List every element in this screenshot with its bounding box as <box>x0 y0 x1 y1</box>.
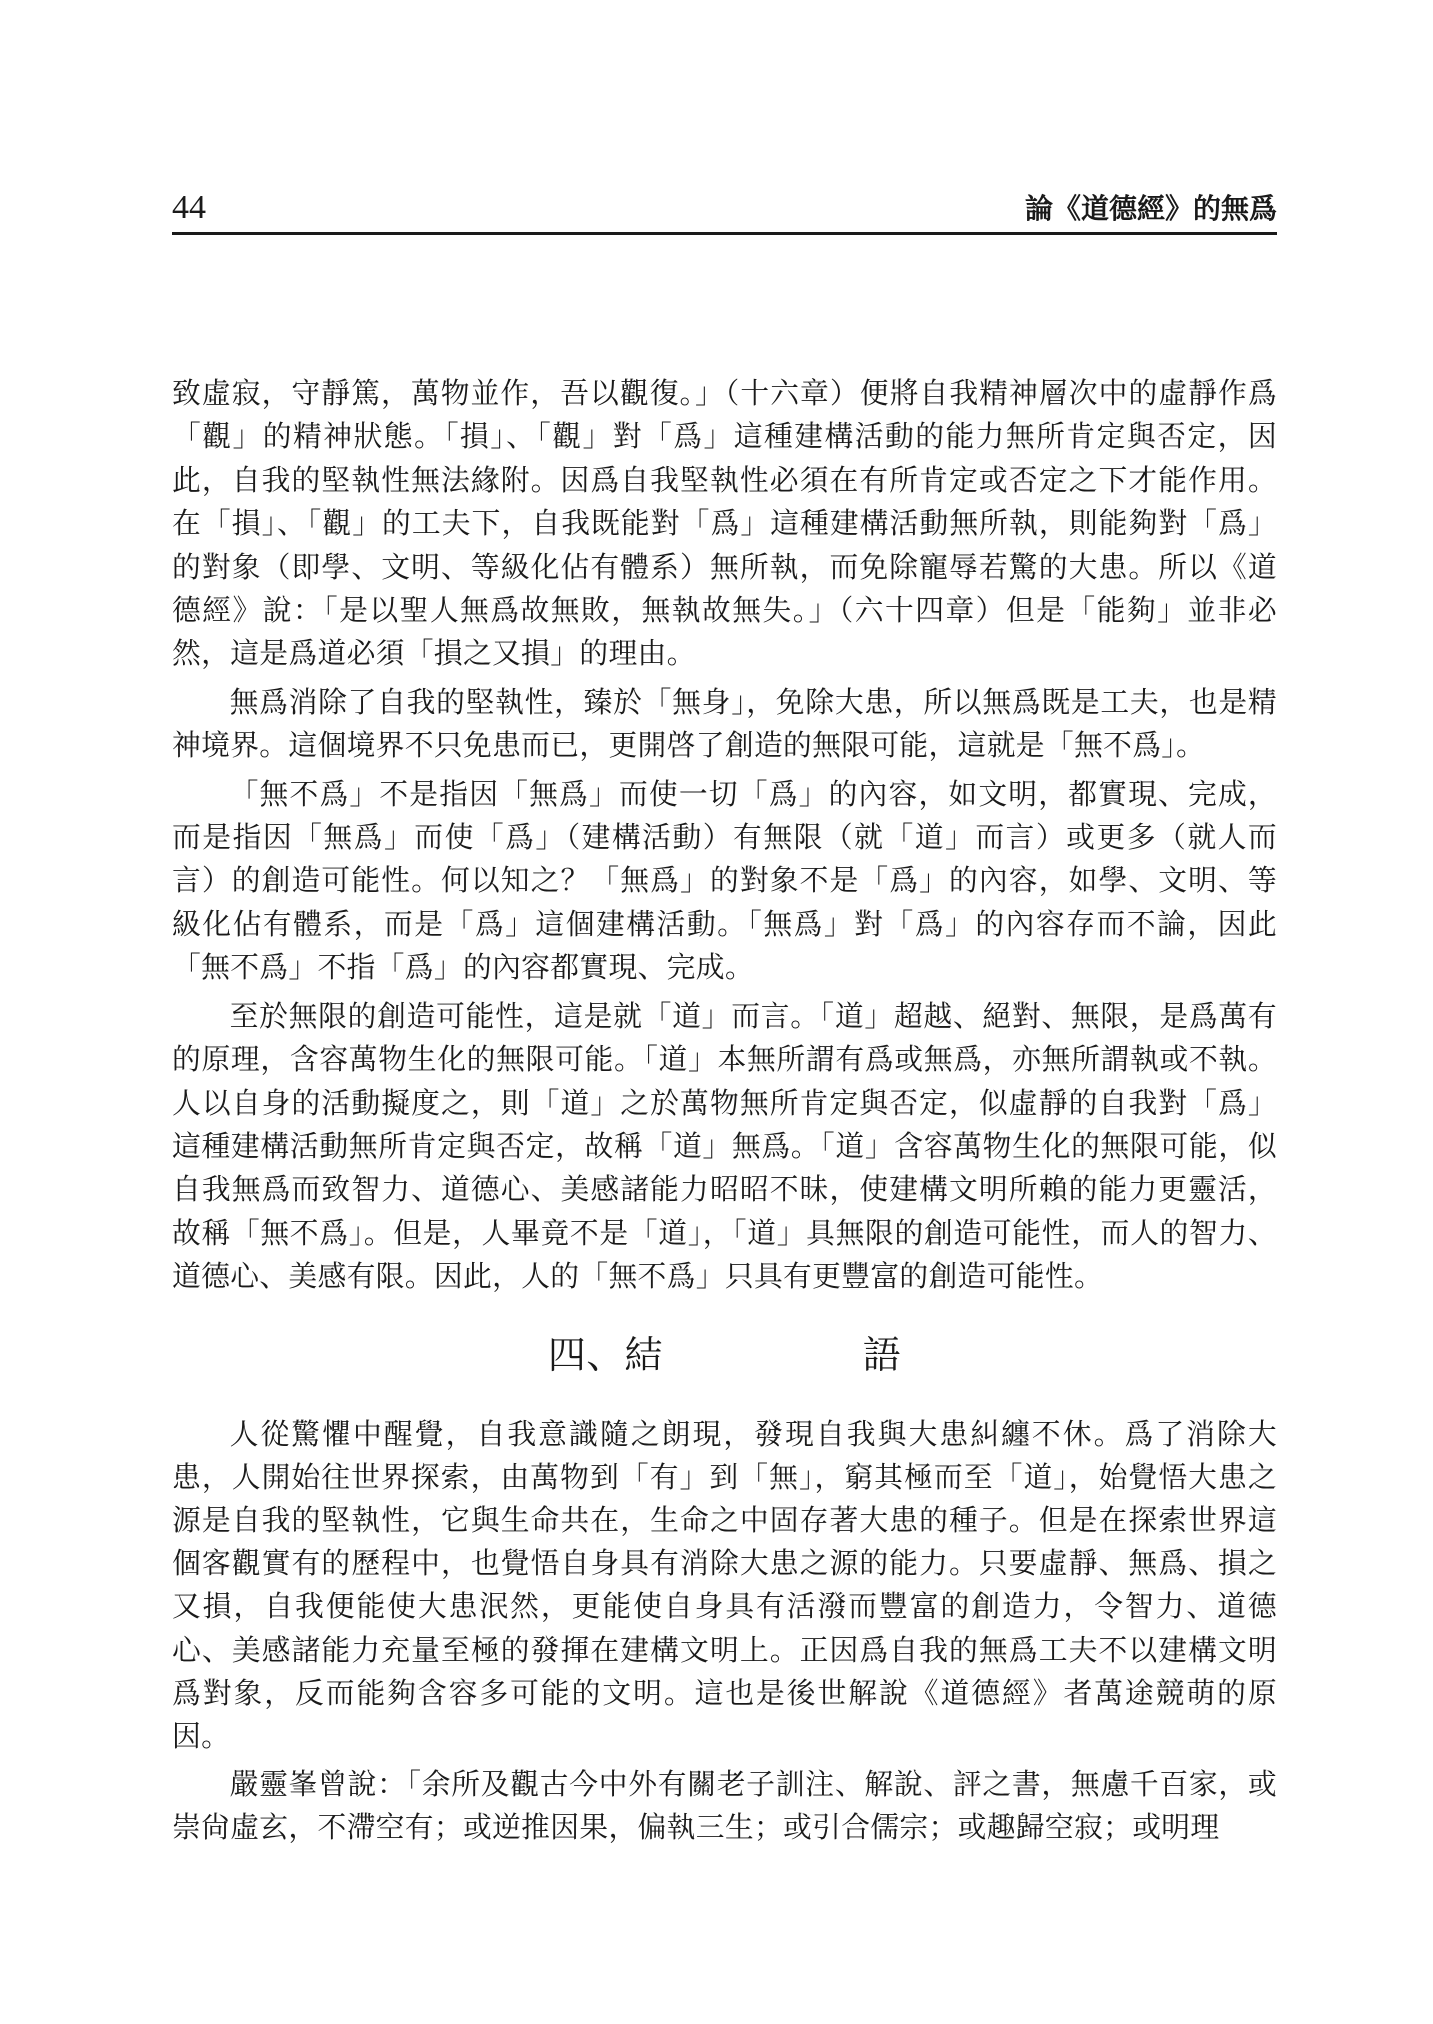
paragraph: 嚴靈峯曾說：「余所及觀古今中外有關老子訓注、解說、評之書，無慮千百家，或崇尙虛玄，不滯空有；或逆推因果，偏執三生；或引合儒宗；或趣歸空寂；或明理 <box>172 1767 1277 1845</box>
section-heading-part1: 四、結 <box>547 1332 663 1377</box>
conclusion-section <box>172 1413 1277 1850</box>
section-heading <box>172 1333 1277 1377</box>
page-header <box>172 188 1277 235</box>
paragraph-continued: 致虛寂，守靜篤，萬物並作，吾以觀復。」（十六章）便將自我精神層次中的虛靜作爲「觀」的精神狀態。「損」、「觀」對「爲」這種建構活動的能力無所肯定與否定，因此，自我的堅執性無法緣附。因爲自我堅執性必須在有所肯定或否定之下才能作用。在「損」、「觀」的工夫下，自我既能對「爲」這種建構活動無所執，則能夠對「爲」的對象（即學、文明、等級化佔有體系）無所執，而免除寵辱若驚的大患。所以《道德經》說：「是以聖人無爲故無敗，無執故無失。」（六十四章）但是「能夠」並非必然，這是爲道必須「損之又損」的理由。 <box>172 376 1277 671</box>
paragraph: 「無不爲」不是指因「無爲」而使一切「爲」的內容，如文明，都實現、完成，而是指因「無爲」而使「爲」（建構活動）有無限（就「道」而言）或更多（就人而言）的創造可能性。何以知之？「無爲」的對象不是「爲」的內容，如學、文明、等級化佔有體系，而是「爲」這個建構活動。「無爲」對「爲」的內容存而不論，因此「無不爲」不指「爲」的內容都實現、完成。 <box>172 776 1277 985</box>
paragraph: 無爲消除了自我的堅執性，臻於「無身」，免除大患，所以無爲既是工夫，也是精神境界。這個境界不只免患而已，更開啓了創造的無限可能，這就是「無不爲」。 <box>172 684 1277 763</box>
page-number: 44 <box>172 189 206 226</box>
running-title: 論《道德經》的無爲 <box>1024 192 1277 225</box>
paragraph: 至於無限的創造可能性，這是就「道」而言。「道」超越、絕對、無限，是爲萬有的原理，含容萬物生化的無限可能。「道」本無所謂有爲或無爲，亦無所謂執或不執。人以自身的活動擬度之，則「道」之於萬物無所肯定與否定，似虛靜的自我對「爲」這種建構活動無所肯定與否定，故稱「道」無爲。「道」含容萬物生化的無限可能，似自我無爲而致智力、道德心、美感諸能力昭昭不昧，使建構文明所賴的能力更靈活，故稱「無不爲」。但是，人畢竟不是「道」，「道」具無限的創造可能性，而人的智力、道德心、美感有限。因此，人的「無不爲」只具有更豐富的創造可能性。 <box>172 998 1277 1294</box>
main-text <box>172 372 1277 1855</box>
paragraph: 人從驚懼中醒覺，自我意識隨之朗現，發現自我與大患糾纏不休。爲了消除大患，人開始往世界探索，由萬物到「有」到「無」，窮其極而至「道」，始覺悟大患之源是自我的堅執性，它與生命共在，生命之中固存著大患的種子。但是在探索世界這個客觀實有的歷程中，也覺悟自身具有消除大患之源的能力。只要虛靜、無爲、損之又損，自我便能使大患泯然，更能使自身具有活潑而豐富的創造力，令智力、道德心、美感諸能力充量至極的發揮在建構文明上。正因爲自我的無爲工夫不以建構文明爲對象，反而能夠含容多可能的文明。這也是後世解說《道德經》者萬途競萌的原因。 <box>172 1416 1277 1753</box>
section-heading-part2: 語 <box>862 1332 902 1377</box>
